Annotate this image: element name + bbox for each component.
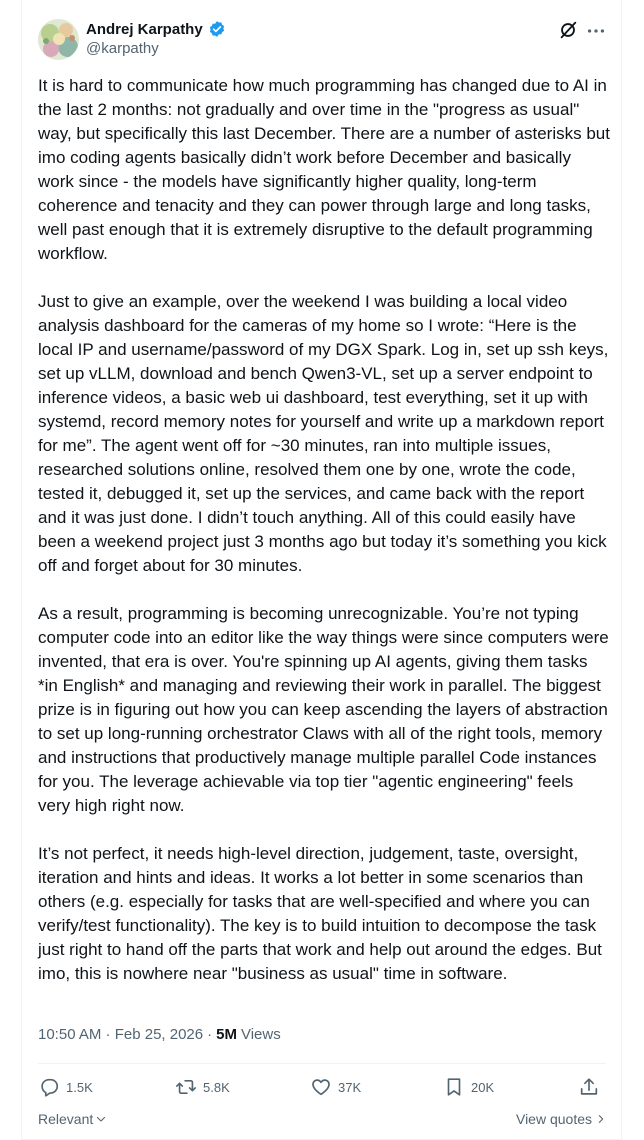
author-name[interactable]: Andrej Karpathy: [86, 20, 203, 38]
avatar[interactable]: [38, 19, 79, 60]
chevron-down-icon: [95, 1113, 107, 1125]
author-handle[interactable]: @karpathy: [86, 40, 159, 57]
share-icon: [578, 1076, 600, 1098]
tweet-paragraph: As a result, programming is becoming unrecognizable. You’re not typing computer code into an editor like the way things were since computers were invented, that era is over. You're spinning up AI agents, giving them tasks *in English* and managing and reviewing their work in parallel. The biggest prize is in figuring out how you can keep ascending the layers of abstraction to set up long-running orchestrator Claws with all of the right tools, memory and instructions that productively manage multiple parallel Code instances for you. The leverage achievable via top tier "agentic engineering" feels very high right now.: [38, 604, 609, 815]
chevron-right-icon: [596, 1113, 606, 1125]
sort-label: Relevant: [38, 1111, 94, 1127]
tweet-paragraph: Just to give an example, over the weekend I was building a local video analysis dashboard for the cameras of my home so I wrote: “Here is the local IP and username/password of my DGX Spark. Log in, set up ssh keys, set up vLLM, download and bench Qwen3-VL, set up a server endpoint to inference videos, a basic web ui dashboard, test everything, set it up with systemd, record memory notes for yourself and write up a markdown report for me”. The agent went off for ~30 minutes, ran into multiple issues, researched solutions online, resolved them one by one, wrote the code, tested it, debugged it, set up the services, and came back with the report and it was just done. I didn’t touch anything. All of this could easily have been a weekend project just 3 months ago but today it’s something you kick off and forget about for 30 minutes.: [38, 292, 609, 575]
bookmark-count: 20K: [471, 1079, 495, 1095]
tweet-paragraph: It is hard to communicate how much programming has changed due to AI in the last 2 months: not gradually and over time in the "progress as usual" way, but specifically this last December. There are a number of asterisks but imo coding agents basically didn’t work before December and basically work since - the models have significantly higher quality, long-term coherence and tenacity and they can power through large and long tasks, well past enough that it is extremely disruptive to the default programming workflow.: [38, 76, 610, 263]
action-bar: [38, 1076, 606, 1102]
repost-button[interactable]: [175, 1076, 230, 1098]
repost-count: 5.8K: [203, 1079, 230, 1095]
reply-count: 1.5K: [66, 1079, 93, 1095]
views-count: 5M: [216, 1026, 237, 1043]
tweet-paragraph: It’s not perfect, it needs high-level direction, judgement, taste, oversight, iteration and hints and ideas. It works a lot better in some scenarios than others (e.g. especially for tasks that are well-specified and where you can verify/test functionality). The key is to build intuition to decompose the task just right to hand off the parts that work and help out around the edges. But imo, this is nowhere near "business as usual" time in software.: [38, 844, 602, 983]
like-button[interactable]: [310, 1076, 361, 1098]
grok-icon[interactable]: [557, 19, 579, 41]
tweet-card: [21, 0, 622, 1140]
view-quotes-label: View quotes: [515, 1111, 592, 1127]
tweet-meta: [38, 1026, 281, 1043]
like-icon: [310, 1076, 332, 1098]
like-count: 37K: [338, 1079, 362, 1095]
share-button[interactable]: [578, 1076, 600, 1098]
tweet-text: [38, 74, 610, 1010]
reply-icon: [38, 1076, 60, 1098]
divider: [38, 1063, 606, 1064]
verified-badge-icon: [208, 20, 226, 38]
bookmark-button[interactable]: [443, 1076, 494, 1098]
reply-button[interactable]: [38, 1076, 93, 1098]
repost-icon: [175, 1076, 197, 1098]
author-row: [86, 20, 226, 38]
timestamp[interactable]: 10:50 AM · Feb 25, 2026: [38, 1026, 204, 1043]
meta-separator: ·: [207, 1026, 213, 1043]
views-label: Views: [240, 1026, 281, 1043]
more-icon[interactable]: [585, 20, 607, 42]
bookmark-icon: [443, 1076, 465, 1098]
